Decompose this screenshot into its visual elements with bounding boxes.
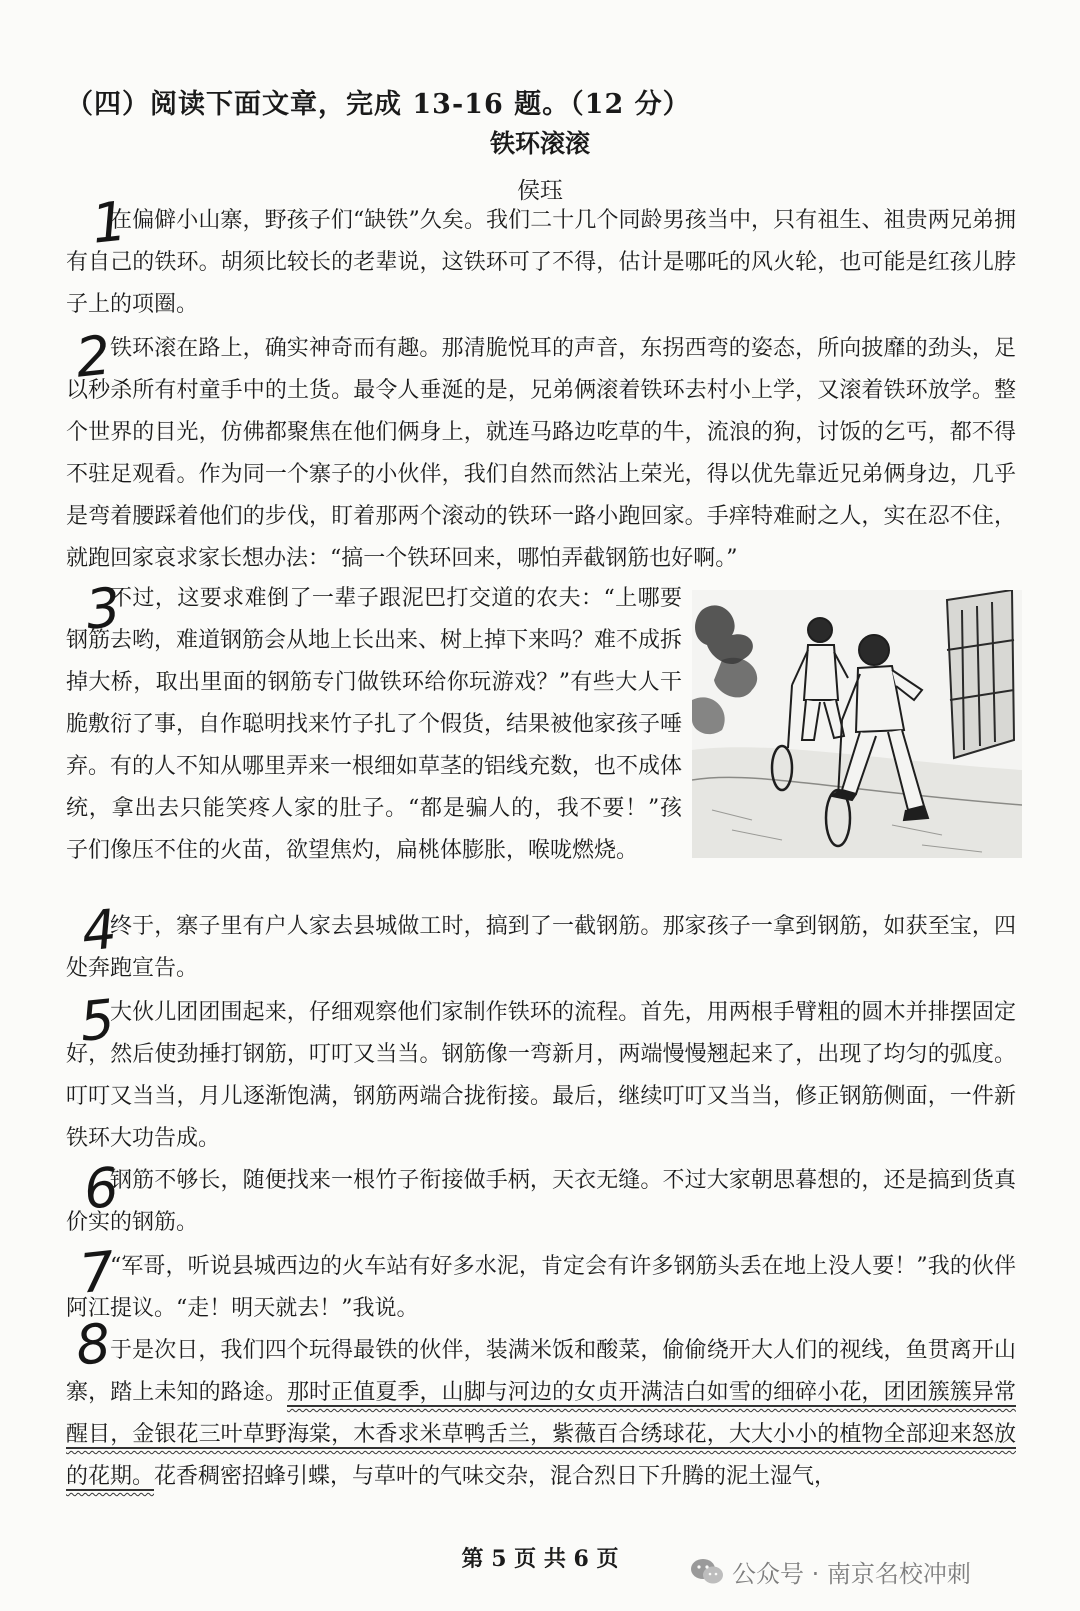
- paragraph-8-tail: 花香稠密招蜂引蝶，与草叶的气味交杂，混合烈日下升腾的泥土湿气，: [154, 1464, 837, 1489]
- paragraph-2: 铁环滚在路上，确实神奇而有趣。那清脆悦耳的声音，东拐西弯的姿态，所向披靡的劲头，足以秒杀所有村童手中的土货。最令人垂涎的是，兄弟俩滚着铁环去村小上学，又滚着铁环放学。整个世界的目光，仿佛都聚焦在他们俩身上，就连马路边吃草的牛，流浪的狗，讨饭的乞丐，都不得不驻足观看。作为同一个寨子的小伙伴，我们自然而然沾上荣光，得以优先靠近兄弟俩身边，几乎是弯着腰踩着他们的步伐，盯着那两个滚动的铁环一路小跑回家。手痒特难耐之人，实在忍不住，就跑回家哀求家长想办法：“搞一个铁环回来，哪怕弄截钢筋也好啊。”: [66, 336, 1016, 571]
- illustration-boys-rolling-hoops: [692, 590, 1022, 858]
- paragraph-8: [66, 1330, 1016, 1498]
- article-author: 侯珏: [517, 178, 563, 204]
- page-number-footer: 第 5 页 共 6 页: [461, 1546, 619, 1572]
- wechat-icon: [690, 1558, 724, 1586]
- section-heading: （四）阅读下面文章，完成 13-16 题。（12 分）: [66, 89, 691, 120]
- handwritten-number-8: 8: [72, 1311, 114, 1378]
- handwritten-number-5: 5: [76, 987, 118, 1054]
- article-title: 铁环滚滚: [489, 129, 590, 158]
- paragraph-1: 在偏僻小山寨，野孩子们“缺铁”久矣。我们二十几个同龄男孩当中，只有祖生、祖贵两兄弟拥有自己的铁环。胡须比较长的老辈说，这铁环可了不得，估计是哪吒的风火轮，也可能是红孩儿脖子上的项圈。: [66, 208, 1016, 317]
- handwritten-number-3: 3: [82, 575, 124, 642]
- underlined-passage: 那时正值夏季，山脚与河边的女贞开满洁白如雪的细碎小花，团团簇簇异常醒目，金银花三叶草野海棠，木香求米草鸭舌兰，紫薇百合绣球花，大大小小的植物全部迎来怒放的花期。: [66, 1380, 1016, 1489]
- handwritten-number-4: 4: [78, 897, 120, 964]
- handwritten-number-6: 6: [80, 1155, 122, 1222]
- handwritten-number-1: 1: [88, 189, 130, 256]
- handwritten-number-2: 2: [72, 323, 114, 390]
- handwritten-number-7: 7: [76, 1239, 118, 1306]
- paragraph-5: 大伙儿团团围起来，仔细观察他们家制作铁环的流程。首先，用两根手臂粗的圆木并排摆固定好，然后使劲捶打钢筋，叮叮又当当。钢筋像一弯新月，两端慢慢翘起来了，出现了均匀的弧度。叮叮又当当，月儿逐渐饱满，钢筋两端合拢衔接。最后，继续叮叮又当当，修正钢筋侧面，一件新铁环大功告成。: [66, 1000, 1016, 1151]
- watermark: [690, 1554, 971, 1589]
- paragraph-3: 不过，这要求难倒了一辈子跟泥巴打交道的农夫：“上哪要钢筋去哟，难道钢筋会从地上长出来、树上掉下来吗？难不成拆掉大桥，取出里面的钢筋专门做铁环给你玩游戏？”有些大人干脆敷衍了事，自作聪明找来竹子扎了个假货，结果被他家孩子唾弃。有的人不知从哪里弄来一根细如草茎的铝线充数，也不成体统，拿出去只能笑疼人家的肚子。“都是骗人的，我不要！”孩子们像压不住的火苗，欲望焦灼，扁桃体膨胀，喉咙燃烧。: [66, 586, 683, 863]
- paragraph-6: 钢筋不够长，随便找来一根竹子衔接做手柄，天衣无缝。不过大家朝思暮想的，还是搞到货真价实的钢筋。: [66, 1168, 1016, 1235]
- illustration-drawing: [692, 590, 1022, 858]
- paragraph-7: “军哥，听说县城西边的火车站有好多水泥，肯定会有许多钢筋头丢在地上没人要！”我的伙伴阿江提议。“走！明天就去！”我说。: [66, 1254, 1016, 1321]
- paragraph-4: 终于，寨子里有户人家去县城做工时，搞到了一截钢筋。那家孩子一拿到钢筋，如获至宝，四处奔跑宣告。: [66, 914, 1016, 981]
- watermark-text: 公众号 · 南京名校冲刺: [732, 1560, 971, 1588]
- paragraph-8-lead: 于是次日，我们四个玩得最铁的伙伴，装满米饭和酸菜，偷偷绕开大人们的视线，鱼贯离开山寨，踏上未知的路途。: [66, 1338, 1016, 1405]
